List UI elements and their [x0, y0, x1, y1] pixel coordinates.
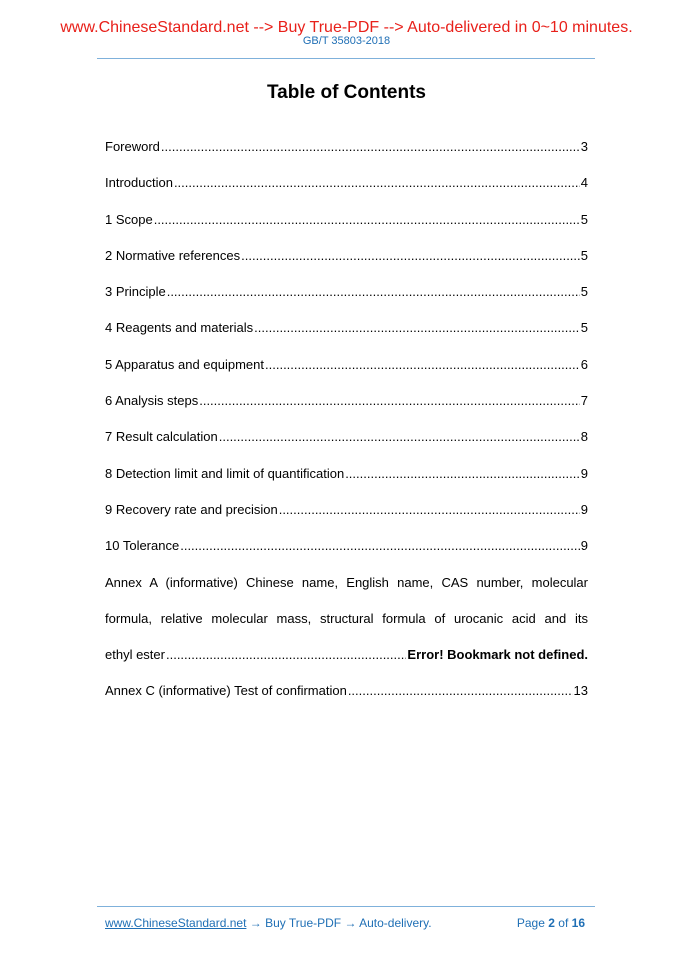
- dot-leader: [348, 681, 573, 701]
- toc-page-number: 9: [580, 538, 588, 554]
- toc-entry-detection-limit[interactable]: [105, 464, 588, 500]
- toc-label: 2 Normative references: [105, 247, 241, 263]
- dot-leader: [154, 210, 580, 230]
- footer-divider: [97, 906, 595, 907]
- toc-label: 4 Reagents and materials: [105, 320, 254, 336]
- page-total: 16: [571, 916, 585, 930]
- toc-label: 8 Detection limit and limit of quantification: [105, 465, 345, 481]
- toc-entry-recovery-rate[interactable]: [105, 500, 588, 536]
- toc-label: 1 Scope: [105, 211, 153, 227]
- toc-page-number: 3: [580, 139, 588, 154]
- dot-leader: [180, 536, 580, 556]
- annex-a-line: ethyl ester: [105, 647, 165, 663]
- toc-entry-apparatus[interactable]: [105, 355, 588, 391]
- toc-label: 5 Apparatus and equipment: [105, 356, 265, 372]
- dot-leader: [241, 246, 580, 266]
- annex-a-line: formula, relative molecular mass, structural formula of urocanic acid and its: [105, 610, 588, 626]
- toc-page-number: 9: [580, 501, 588, 517]
- toc-entry-annex-c[interactable]: [105, 681, 588, 717]
- toc-entry-introduction[interactable]: [105, 173, 588, 209]
- dot-leader: [161, 137, 580, 157]
- toc-label: 3 Principle: [105, 284, 166, 300]
- toc-entry-result-calculation[interactable]: [105, 427, 588, 463]
- toc-entry-scope[interactable]: [105, 210, 588, 246]
- header-divider: [97, 58, 595, 59]
- annex-a-last-line: [105, 645, 588, 681]
- banner-text: www.ChineseStandard.net --> Buy True-PDF --> Auto-delivered in 0~10 minutes.: [60, 19, 633, 36]
- dot-leader: [254, 318, 580, 338]
- toc-label: Annex C (informative) Test of confirmation: [105, 683, 347, 699]
- dot-leader: [199, 391, 580, 411]
- dot-leader: [166, 645, 406, 665]
- document-number: GB/T 35803-2018: [302, 35, 391, 47]
- toc-label: 9 Recovery rate and precision: [105, 501, 278, 517]
- toc-entry-reagents[interactable]: [105, 318, 588, 354]
- page-of: of: [558, 916, 569, 930]
- toc-page-number: 5: [580, 320, 588, 336]
- page-title: Table of Contents: [266, 82, 427, 103]
- toc-label: 10 Tolerance: [105, 538, 180, 554]
- toc-entry-tolerance[interactable]: [105, 536, 588, 572]
- toc-entry-normative-references[interactable]: [105, 246, 588, 282]
- dot-leader: [219, 427, 580, 447]
- toc-page-number: 9: [580, 465, 588, 481]
- table-of-contents: [105, 137, 588, 718]
- toc-page-number: 8: [580, 429, 588, 445]
- dot-leader: [345, 464, 580, 484]
- dot-leader: [279, 500, 580, 520]
- page-prefix: Page: [516, 916, 545, 930]
- toc-label: Introduction: [105, 175, 173, 191]
- toc-label: 6 Analysis steps: [105, 393, 199, 409]
- toc-entry-annex-a[interactable]: [105, 573, 588, 682]
- footer: [105, 915, 585, 931]
- toc-page-number: 5: [580, 284, 588, 300]
- toc-page-number: 6: [580, 356, 588, 372]
- toc-page-number: 7: [580, 393, 588, 409]
- toc-label: Foreword: [105, 139, 160, 154]
- footer-left: [105, 915, 432, 931]
- toc-entry-analysis-steps[interactable]: [105, 391, 588, 427]
- dot-leader: [174, 173, 580, 193]
- annex-a-line: Annex A (informative) Chinese name, English name, CAS number, molecular: [105, 574, 588, 590]
- footer-link[interactable]: www.ChineseStandard.net: [105, 916, 247, 930]
- toc-page-number: 5: [580, 247, 588, 263]
- toc-page-number: 13: [573, 683, 588, 699]
- page-current: 2: [548, 916, 555, 930]
- page-indicator: [517, 915, 585, 931]
- toc-entry-foreword[interactable]: [105, 137, 588, 173]
- toc-page-number: 4: [580, 175, 588, 191]
- dot-leader: [265, 355, 580, 375]
- toc-label: 7 Result calculation: [105, 429, 218, 445]
- dot-leader: [167, 282, 580, 302]
- toc-page-number: 5: [580, 211, 588, 227]
- bookmark-error-text: Error! Bookmark not defined.: [407, 647, 588, 663]
- footer-text: → Buy True-PDF → Auto-delivery.: [246, 916, 432, 930]
- toc-entry-principle[interactable]: [105, 282, 588, 318]
